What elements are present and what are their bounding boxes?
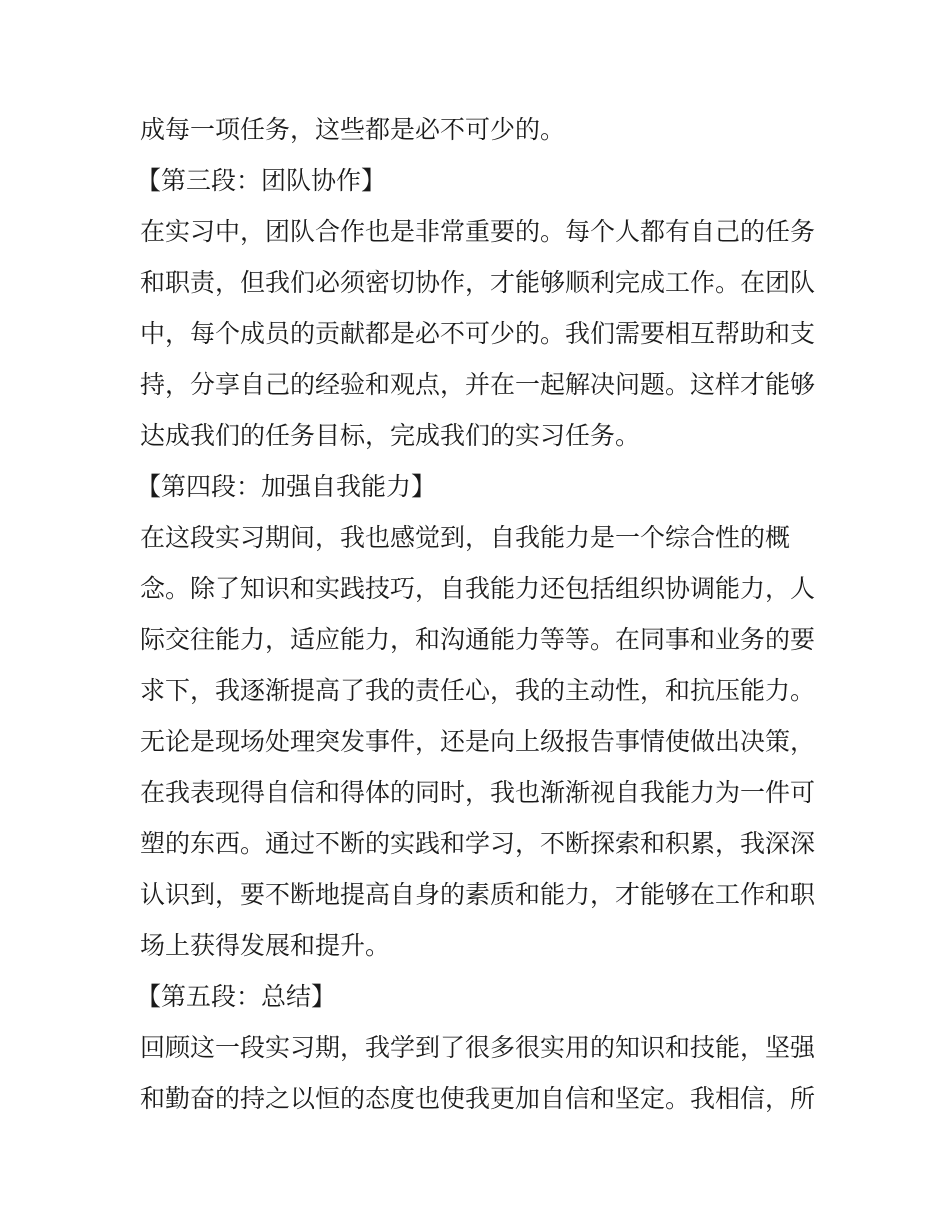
body-line: 达成我们的任务目标，完成我们的实习任务。 [140,421,641,450]
body-line: 认识到，要不断地提高自身的素质和能力，才能够在工作和职 [140,880,816,909]
body-line: 在实习中，团队合作也是非常重要的。每个人都有自己的任务 [140,217,816,246]
body-line: 和职责，但我们必须密切协作，才能够顺利完成工作。在团队 [140,268,816,297]
section-heading-4: 【第四段：加强自我能力】 [136,472,437,501]
body-line: 中，每个成员的贡献都是必不可少的。我们需要相互帮助和支 [140,319,816,348]
body-line: 和勤奋的持之以恒的态度也使我更加自信和坚定。我相信，所 [140,1084,816,1113]
body-line: 回顾这一段实习期，我学到了很多很实用的知识和技能，坚强 [140,1033,816,1062]
section-heading-5: 【第五段：总结】 [136,982,337,1011]
body-line: 求下，我逐渐提高了我的责任心，我的主动性，和抗压能力。 [140,676,816,705]
section-heading-3: 【第三段：团队协作】 [136,166,387,195]
body-line: 无论是现场处理突发事件，还是向上级报告事情使做出决策， [140,727,816,756]
document-body [136,104,816,1124]
body-line: 成每一项任务，这些都是必不可少的。 [140,115,566,144]
body-line: 持，分享自己的经验和观点，并在一起解决问题。这样才能够 [140,370,816,399]
body-line: 在我表现得自信和得体的同时，我也渐渐视自我能力为一件可 [140,778,816,807]
body-line: 际交往能力，适应能力，和沟通能力等等。在同事和业务的要 [140,625,816,654]
body-line: 在这段实习期间，我也感觉到，自我能力是一个综合性的概 [140,523,791,552]
body-line: 念。除了知识和实践技巧，自我能力还包括组织协调能力，人 [140,574,816,603]
body-line: 场上获得发展和提升。 [140,931,391,960]
body-line: 塑的东西。通过不断的实践和学习，不断探索和积累，我深深 [140,829,816,858]
